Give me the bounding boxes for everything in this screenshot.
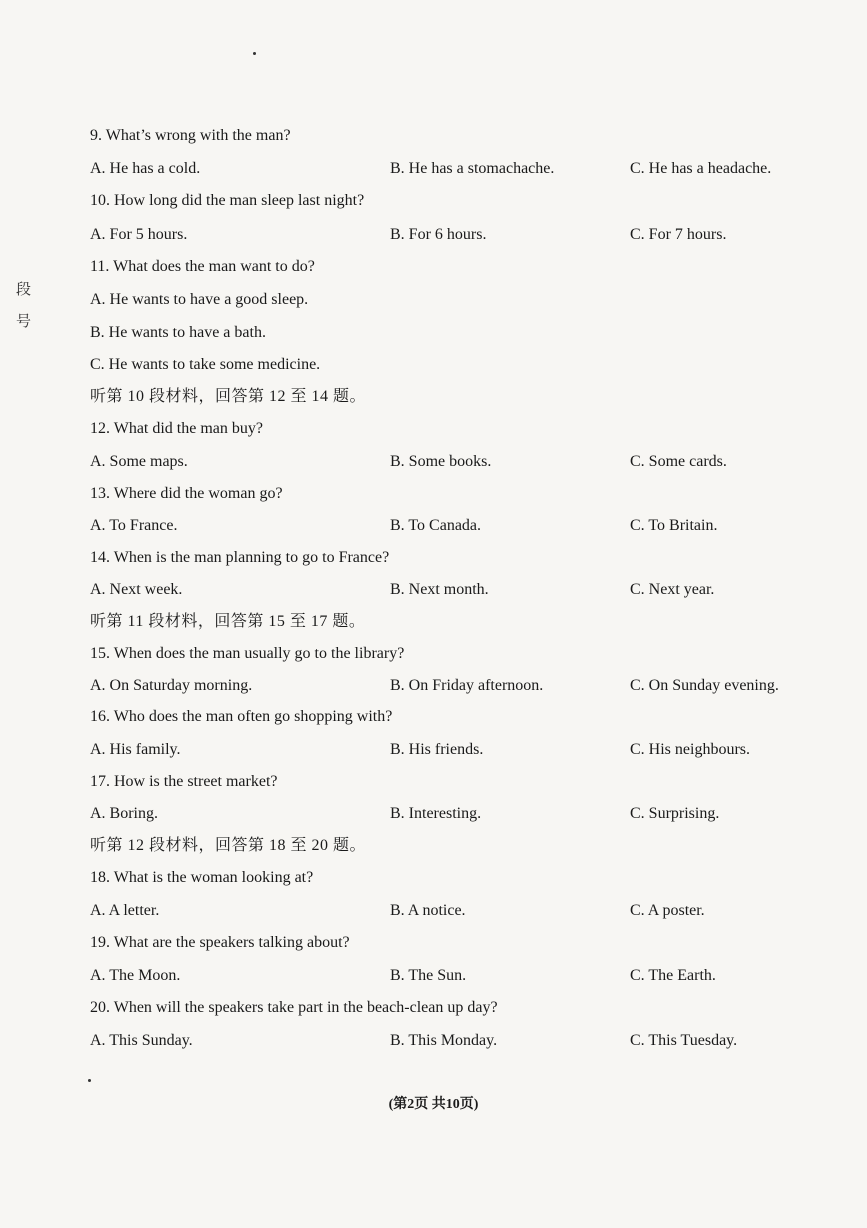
option-b: B. Some books. — [390, 453, 492, 470]
option-b: B. On Friday afternoon. — [390, 677, 544, 694]
speck — [253, 52, 256, 55]
section-heading: 听第 10 段材料，回答第 12 至 14 题。 — [90, 388, 367, 405]
question-text: 14. When is the man planning to go to France? — [90, 549, 390, 566]
page-footer: (第2页 共10页) — [388, 1097, 479, 1112]
option-b: B. His friends. — [390, 741, 484, 758]
option-c: C. His neighbours. — [630, 741, 750, 758]
options-row — [90, 898, 810, 924]
option-c: C. Surprising. — [630, 805, 720, 822]
option-a: A. To France. — [90, 517, 178, 534]
option-c: C. For 7 hours. — [630, 226, 727, 243]
option-b: B. The Sun. — [390, 967, 467, 984]
option-a: A. The Moon. — [90, 967, 181, 984]
speck — [88, 1079, 91, 1082]
option-c: C. The Earth. — [630, 967, 716, 984]
options-row — [90, 156, 810, 182]
option-a: A. Next week. — [90, 581, 183, 598]
option-c: C. Some cards. — [630, 453, 727, 470]
option-b: B. For 6 hours. — [390, 226, 487, 243]
question-text: 13. Where did the woman go? — [90, 485, 283, 502]
question-text: 10. How long did the man sleep last night? — [90, 192, 365, 209]
option-c: C. A poster. — [630, 902, 705, 919]
options-row — [90, 673, 810, 699]
margin-mark: 号 — [16, 314, 32, 330]
option-c: C. On Sunday evening. — [630, 677, 779, 694]
option-b: B. To Canada. — [390, 517, 482, 534]
option-a: A. His family. — [90, 741, 181, 758]
option-a: A. He has a cold. — [90, 160, 201, 177]
question-text: 12. What did the man buy? — [90, 420, 263, 437]
question-text: 9. What’s wrong with the man? — [90, 127, 291, 144]
option-b: B. Interesting. — [390, 805, 482, 822]
options-row — [90, 513, 810, 539]
options-row — [90, 801, 810, 827]
option-b: B. He wants to have a bath. — [90, 324, 266, 341]
question-text: 11. What does the man want to do? — [90, 258, 315, 275]
option-c: C. He has a headache. — [630, 160, 772, 177]
option-b: B. Next month. — [390, 581, 489, 598]
option-a: A. This Sunday. — [90, 1032, 193, 1049]
option-a: A. A letter. — [90, 902, 160, 919]
option-c: C. He wants to take some medicine. — [90, 356, 321, 373]
question-text: 20. When will the speakers take part in the beach-clean up day? — [90, 999, 498, 1016]
options-row — [90, 222, 810, 248]
options-row — [90, 1028, 810, 1054]
question-text: 15. When does the man usually go to the library? — [90, 645, 405, 662]
option-c: C. To Britain. — [630, 517, 718, 534]
options-row — [90, 577, 810, 603]
option-c: C. This Tuesday. — [630, 1032, 738, 1049]
option-a: A. Boring. — [90, 805, 158, 822]
question-text: 18. What is the woman looking at? — [90, 869, 314, 886]
question-text: 16. Who does the man often go shopping with? — [90, 708, 393, 725]
option-c: C. Next year. — [630, 581, 715, 598]
section-heading: 听第 12 段材料，回答第 18 至 20 题。 — [90, 837, 367, 854]
option-a: A. He wants to have a good sleep. — [90, 291, 309, 308]
margin-mark: 段 — [16, 282, 32, 298]
section-heading: 听第 11 段材料，回答第 15 至 17 题。 — [90, 613, 366, 630]
option-a: A. For 5 hours. — [90, 226, 188, 243]
question-text: 17. How is the street market? — [90, 773, 278, 790]
option-b: B. This Monday. — [390, 1032, 498, 1049]
option-a: A. On Saturday morning. — [90, 677, 253, 694]
options-row — [90, 449, 810, 475]
question-text: 19. What are the speakers talking about? — [90, 934, 350, 951]
option-b: B. He has a stomachache. — [390, 160, 555, 177]
options-row — [90, 737, 810, 763]
option-a: A. Some maps. — [90, 453, 188, 470]
options-row — [90, 963, 810, 989]
option-b: B. A notice. — [390, 902, 466, 919]
